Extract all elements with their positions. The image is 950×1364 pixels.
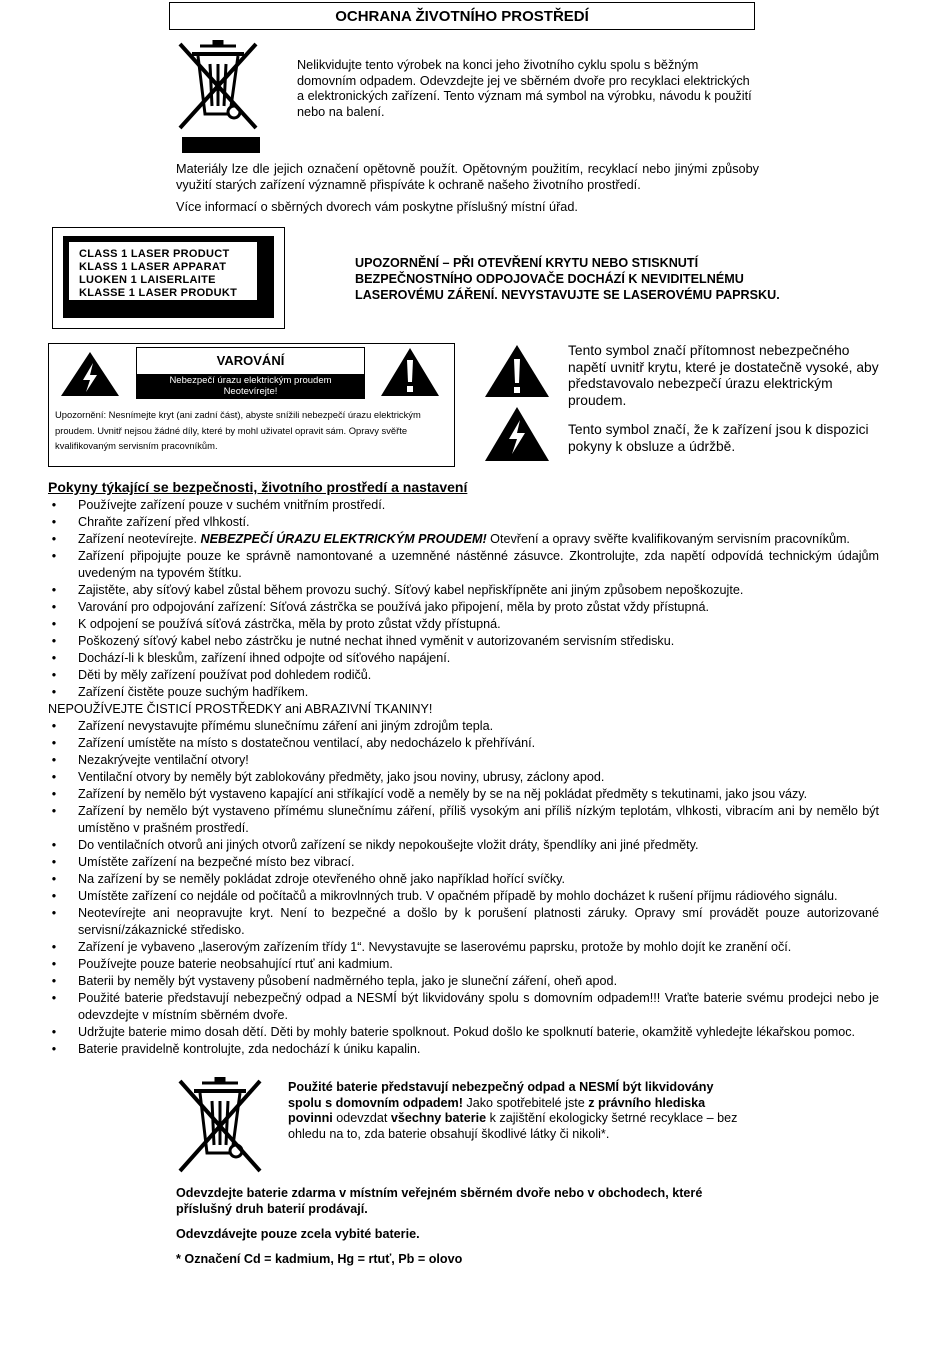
list-item: • Poškozený síťový kabel nebo zástrčku je nutné nechat ihned vyměnit v autorizovaném servisním středisku. (51, 634, 675, 648)
list-item: • Chraňte zařízení před vlhkostí. (51, 515, 250, 529)
battery-return-text: Odevzdejte baterie zdarma v místním veřejném sběrném dvoře nebo v obchodech, které příslušný druh baterií prodávají. (176, 1186, 703, 1216)
crossed-bin-icon (172, 40, 264, 155)
list-item: • Ventilační otvory by neměly být zablokovány předměty, jako jsou noviny, ubrusy, záclony apod. (51, 770, 605, 784)
laser-line: LUOKEN 1 LAISERLAITE (79, 274, 216, 286)
symbol-text-instructions: Tento symbol značí, že k zařízení jsou k dispozici pokyny k obsluze a údržbě. (568, 422, 869, 454)
laser-line: KLASS 1 LASER APPARAT (79, 261, 227, 273)
laser-line: KLASSE 1 LASER PRODUKT (79, 287, 238, 299)
list-item: • Zařízení nevystavujte přímému slunečnímu záření ani jiným zdrojům tepla. (51, 719, 494, 733)
list-item: • Zařízení by nemělo být vystaveno kapající ani stříkající vodě a neměly by se na něj pokládat předměty s tekutinami, jako jsou vázy. (51, 787, 808, 801)
exclamation-triangle-icon (483, 343, 551, 399)
laser-warning-line: LASEROVÉMU ZÁŘENÍ. NEVYSTAVUJTE SE LASEROVÉMU PAPRSKU. (355, 288, 780, 302)
battery-text: Použité baterie představují nebezpečný odpad a NESMÍ být likvidovány spolu s domovním odpadem! Jako spotřebitelé jste z právního hlediska povinni odevzdat všechny baterie k zajištění ekologicky šetrné recyklace – bez ohledu na to, zda baterie obsahují škodlivé látky či nikoli*. (288, 1080, 738, 1141)
battery-discharged-text: Odevzdávejte pouze zcela vybité baterie. (176, 1227, 420, 1241)
list-item: • Zajistěte, aby síťový kabel zůstal během provozu suchý. Síťový kabel nepřiskřípněte ani jiným způsobem nepoškozujte. (51, 583, 744, 597)
list-item: • Zařízení je vybaveno „laserovým zařízením třídy 1“. Nevystavujte se laserovému paprsku, protože by mohlo dojít ke zranění očí. (51, 940, 792, 954)
list-item: • Neotevírejte ani neopravujte kryt. Není to bezpečné a došlo by k porušení platnosti záruky. Opravy smí provádět pouze autorizované servisní/zákaznické středisko. (51, 906, 879, 937)
list-item: • Varování pro odpojování zařízení: Síťová zástrčka se používá jako připojení, měla by proto zůstat vždy přístupná. (51, 600, 710, 614)
laser-warning (355, 255, 825, 303)
warning-title: VAROVÁNÍ (216, 353, 285, 368)
list-item: • Zařízení čistěte pouze suchým hadříkem. (51, 685, 309, 699)
laser-line: CLASS 1 LASER PRODUCT (79, 248, 230, 260)
crossed-bin-icon (174, 1077, 266, 1177)
weee-text: Nelikvidujte tento výrobek na konci jeho životního cyklu spolu s běžným domovním odpadem. Odevzdejte jej ve sběrném dvoře pro recyklaci elektrických a elektronických zařízení. Tento význam má symbol na výrobku, návodu k použití nebo na balení. (297, 58, 752, 119)
list-item: • K odpojení se používá síťová zástrčka, měla by proto zůstat vždy přístupná. (51, 617, 501, 631)
list-item: • Používejte pouze baterie neobsahující rtuť ani kadmium. (51, 957, 393, 971)
no-abrasive-note: NEPOUŽÍVEJTE ČISTICÍ PROSTŘEDKY ani ABRAZIVNÍ TKANINY! (48, 702, 433, 716)
laser-warning-line: BEZPEČNOSTNÍHO ODPOJOVAČE DOCHÁZÍ K NEVIDITELNÉMU (355, 272, 744, 286)
list-item: • Zařízení by nemělo být vystaveno přímému slunečnímu záření, příliš vysokým ani příliš nízkým teplotám, vlhkosti, vibracím ani by nemělo být umístěno v prašném prostředí. (51, 804, 879, 835)
warning-header (136, 347, 365, 399)
laser-class-label (52, 227, 285, 329)
exclamation-triangle-icon (379, 346, 441, 398)
footnote: * Označení Cd = kadmium, Hg = rtuť, Pb = olovo (176, 1252, 463, 1266)
list-item: • Použité baterie představují nebezpečný odpad a NESMÍ být likvidovány spolu s domovním odpadem!!! Vraťte baterie svému prodejci nebo je odevzdejte v místním sběrném dvoře. (51, 991, 879, 1022)
info-text: Více informací o sběrných dvorech vám poskytne příslušný místní úřad. (176, 200, 578, 214)
list-item: • Zařízení připojujte pouze ke správně namontované a uzemněné nástěnné zásuvce. Zkontrolujte, zda napětí odpovídá technickým údajům uvedeným na typovém štítku. (51, 549, 879, 580)
symbol-text-voltage: Tento symbol značí přítomnost nebezpečného napětí uvnitř krytu, které je dostatečně vysoké, aby představovalo nebezpečí úrazu elektrickým proudem. (568, 343, 879, 408)
warning-band-line: Neotevírejte! (223, 386, 278, 397)
list-item: • Do ventilačních otvorů ani jiných otvorů zařízení se nikdy nepokoušejte vložit dráty, špendlíky ani jiné předměty. (51, 838, 699, 852)
list-item: • Umístěte zařízení na bezpečné místo bez vibrací. (51, 855, 355, 869)
list-item: • Používejte zařízení pouze v suchém vnitřním prostředí. (51, 498, 386, 512)
list-item: • Baterii by neměly být vystaveny působení nadměrného tepla, jako je sluneční záření, oheň apod. (51, 974, 618, 988)
list-item: • Děti by měly zařízení používat pod dohledem rodičů. (51, 668, 372, 682)
warning-box (48, 343, 455, 467)
list-item: • Na zařízení by se neměly pokládat zdroje otevřeného ohně jako například hořící svíčky. (51, 872, 565, 886)
list-item: • Udržujte baterie mimo dosah dětí. Děti by mohly baterie spolknout. Pokud došlo ke spolknutí baterie, okamžitě vyhledejte lékařskou pomoc. (51, 1025, 856, 1039)
list-item: • Umístěte zařízení co nejdále od počítačů a mikrovlnných trub. V opačném případě by mohlo docházet k rušení příjmu rádiového signálu. (51, 889, 838, 903)
list-item: • Baterie pravidelně kontrolujte, zda nedochází k úniku kapalin. (51, 1042, 421, 1056)
warning-text: Upozornění: Nesnímejte kryt (ani zadní část), abyste snížili nebezpečí úrazu elektrickým proudem. Uvnitř nejsou žádné díly, které by mohl uživatel opravit sám. Opravy svěřte kvalifikovaným servisním pracovníkům. (55, 409, 421, 451)
safety-list (48, 497, 879, 1058)
section-title: Pokyny týkající se bezpečnosti, životního prostředí a nastavení (48, 479, 468, 495)
list-item: • Zařízení umístěte na místo s dostatečnou ventilací, aby nedocházelo k přehřívání. (51, 736, 536, 750)
warning-band-line: Nebezpečí úrazu elektrickým proudem (169, 375, 332, 386)
list-item: • Dochází-li k bleskům, zařízení ihned odpojte od síťového napájení. (51, 651, 451, 665)
laser-warning-line: UPOZORNĚNÍ – PŘI OTEVŘENÍ KRYTU NEBO STISKNUTÍ (355, 256, 699, 270)
list-item: • Zařízení neotevírejte. NEBEZPEČÍ ÚRAZU ELEKTRICKÝM PROUDEM! Otevření a opravy svěřte kvalifikovaným servisním pracovníkům. (51, 532, 850, 546)
list-item: • Nezakrývejte ventilační otvory! (51, 753, 249, 767)
materials-text: Materiály lze dle jejich označení opětovně použít. Opětovným použitím, recyklací nebo jinými způsoby využití starých zařízení významně přispíváte k ochraně našeho životního prostředí. (176, 162, 759, 192)
lightning-triangle-icon (483, 405, 551, 463)
lightning-triangle-icon (59, 350, 121, 398)
warning-band (137, 374, 364, 398)
page-title: OCHRANA ŽIVOTNÍHO PROSTŘEDÍ (169, 2, 755, 30)
